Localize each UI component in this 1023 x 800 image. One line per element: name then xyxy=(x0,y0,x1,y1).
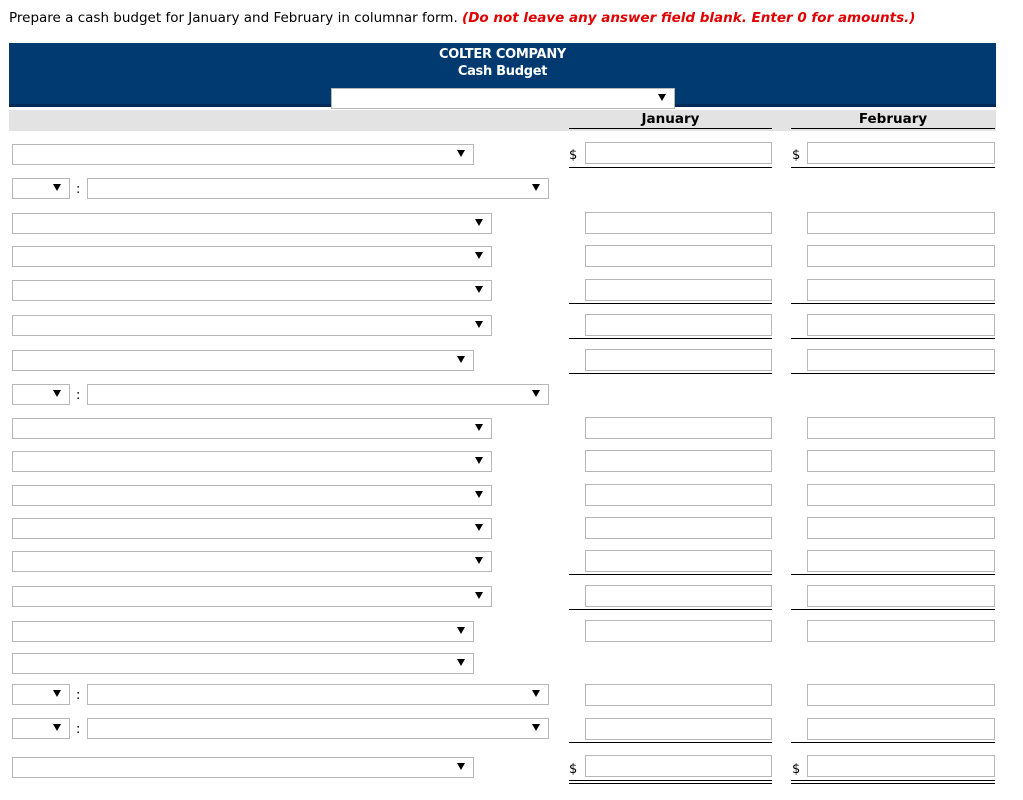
chevron-down-icon xyxy=(475,424,483,431)
colon: : xyxy=(76,182,81,197)
underline xyxy=(569,373,772,374)
underline xyxy=(791,167,995,168)
dollar-sign: $ xyxy=(569,762,578,777)
chevron-down-icon xyxy=(53,724,61,731)
group-description-select[interactable] xyxy=(87,718,549,739)
underline xyxy=(569,338,772,339)
february-amount-input[interactable] xyxy=(807,349,995,371)
january-amount-input[interactable] xyxy=(585,620,772,642)
january-amount-input[interactable] xyxy=(585,417,772,439)
line-item-select[interactable] xyxy=(12,451,492,472)
line-item-select[interactable] xyxy=(12,485,492,506)
colon: : xyxy=(76,722,81,737)
line-item-select[interactable] xyxy=(12,518,492,539)
double-underline xyxy=(569,780,772,781)
underline xyxy=(791,574,995,575)
underline xyxy=(791,373,995,374)
february-amount-input[interactable] xyxy=(807,550,995,572)
chevron-down-icon xyxy=(53,184,61,191)
february-amount-input[interactable] xyxy=(807,245,995,267)
chevron-down-icon xyxy=(475,592,483,599)
january-amount-input[interactable] xyxy=(585,245,772,267)
period-select[interactable] xyxy=(331,88,675,109)
february-amount-input[interactable] xyxy=(807,450,995,472)
january-amount-input[interactable] xyxy=(585,585,772,607)
group-description-select[interactable] xyxy=(87,684,549,705)
chevron-down-icon xyxy=(475,219,483,226)
january-amount-input[interactable] xyxy=(585,517,772,539)
chevron-down-icon xyxy=(532,690,540,697)
february-amount-input[interactable] xyxy=(807,718,995,740)
january-amount-input[interactable] xyxy=(585,314,772,336)
statement-title: Cash Budget xyxy=(457,64,548,79)
chevron-down-icon xyxy=(457,763,465,770)
underline xyxy=(791,303,995,304)
instructions xyxy=(9,10,915,26)
chevron-down-icon xyxy=(457,150,465,157)
chevron-down-icon xyxy=(457,356,465,363)
january-amount-input[interactable] xyxy=(585,684,772,706)
group-select[interactable] xyxy=(12,178,70,199)
underline xyxy=(569,303,772,304)
february-amount-input[interactable] xyxy=(807,314,995,336)
column-header-february: February xyxy=(791,111,995,129)
group-select[interactable] xyxy=(12,718,70,739)
line-item-select[interactable] xyxy=(12,144,474,165)
january-amount-input[interactable] xyxy=(585,212,772,234)
february-amount-input[interactable] xyxy=(807,279,995,301)
chevron-down-icon xyxy=(475,252,483,259)
group-select[interactable] xyxy=(12,384,70,405)
line-item-select[interactable] xyxy=(12,315,492,336)
underline xyxy=(569,742,772,743)
chevron-down-icon xyxy=(475,457,483,464)
line-item-select[interactable] xyxy=(12,246,492,267)
january-amount-input[interactable] xyxy=(585,450,772,472)
underline xyxy=(791,742,995,743)
chevron-down-icon xyxy=(532,390,540,397)
instructions-note: (Do not leave any answer field blank. Enter 0 for amounts.) xyxy=(462,10,916,26)
dollar-sign: $ xyxy=(569,148,578,163)
january-amount-input[interactable] xyxy=(585,279,772,301)
chevron-down-icon xyxy=(532,184,540,191)
company-name: COLTER COMPANY xyxy=(438,47,567,62)
line-item-select[interactable] xyxy=(12,213,492,234)
underline xyxy=(791,338,995,339)
underline xyxy=(791,609,995,610)
february-amount-input[interactable] xyxy=(807,212,995,234)
line-item-select[interactable] xyxy=(12,757,474,778)
underline xyxy=(569,574,772,575)
double-underline xyxy=(569,783,772,784)
double-underline xyxy=(791,780,995,781)
group-description-select[interactable] xyxy=(87,384,549,405)
line-item-select[interactable] xyxy=(12,418,492,439)
line-item-select[interactable] xyxy=(12,586,492,607)
february-amount-input[interactable] xyxy=(807,517,995,539)
dollar-sign: $ xyxy=(792,762,801,777)
chevron-down-icon xyxy=(53,390,61,397)
colon: : xyxy=(76,388,81,403)
february-amount-input[interactable] xyxy=(807,417,995,439)
chevron-down-icon xyxy=(475,286,483,293)
column-header-january: January xyxy=(569,111,772,129)
chevron-down-icon xyxy=(658,94,666,101)
february-amount-input[interactable] xyxy=(807,755,995,777)
chevron-down-icon xyxy=(53,690,61,697)
january-amount-input[interactable] xyxy=(585,755,772,777)
group-description-select[interactable] xyxy=(87,178,549,199)
underline xyxy=(569,609,772,610)
chevron-down-icon xyxy=(475,557,483,564)
dollar-sign: $ xyxy=(792,148,801,163)
february-amount-input[interactable] xyxy=(807,484,995,506)
january-amount-input[interactable] xyxy=(585,718,772,740)
chevron-down-icon xyxy=(457,627,465,634)
line-item-select[interactable] xyxy=(12,653,474,674)
january-amount-input[interactable] xyxy=(585,484,772,506)
february-amount-input[interactable] xyxy=(807,142,995,164)
chevron-down-icon xyxy=(475,491,483,498)
line-item-select[interactable] xyxy=(12,621,474,642)
february-amount-input[interactable] xyxy=(807,620,995,642)
underline xyxy=(569,167,772,168)
february-amount-input[interactable] xyxy=(807,585,995,607)
line-item-select[interactable] xyxy=(12,280,492,301)
chevron-down-icon xyxy=(457,659,465,666)
chevron-down-icon xyxy=(475,524,483,531)
double-underline xyxy=(791,783,995,784)
colon: : xyxy=(76,688,81,703)
chevron-down-icon xyxy=(475,321,483,328)
line-item-select[interactable] xyxy=(12,350,474,371)
group-select[interactable] xyxy=(12,684,70,705)
january-amount-input[interactable] xyxy=(585,349,772,371)
january-amount-input[interactable] xyxy=(585,550,772,572)
line-item-select[interactable] xyxy=(12,551,492,572)
february-amount-input[interactable] xyxy=(807,684,995,706)
instructions-prompt: Prepare a cash budget for January and February in columnar form. xyxy=(9,10,458,26)
january-amount-input[interactable] xyxy=(585,142,772,164)
chevron-down-icon xyxy=(532,724,540,731)
